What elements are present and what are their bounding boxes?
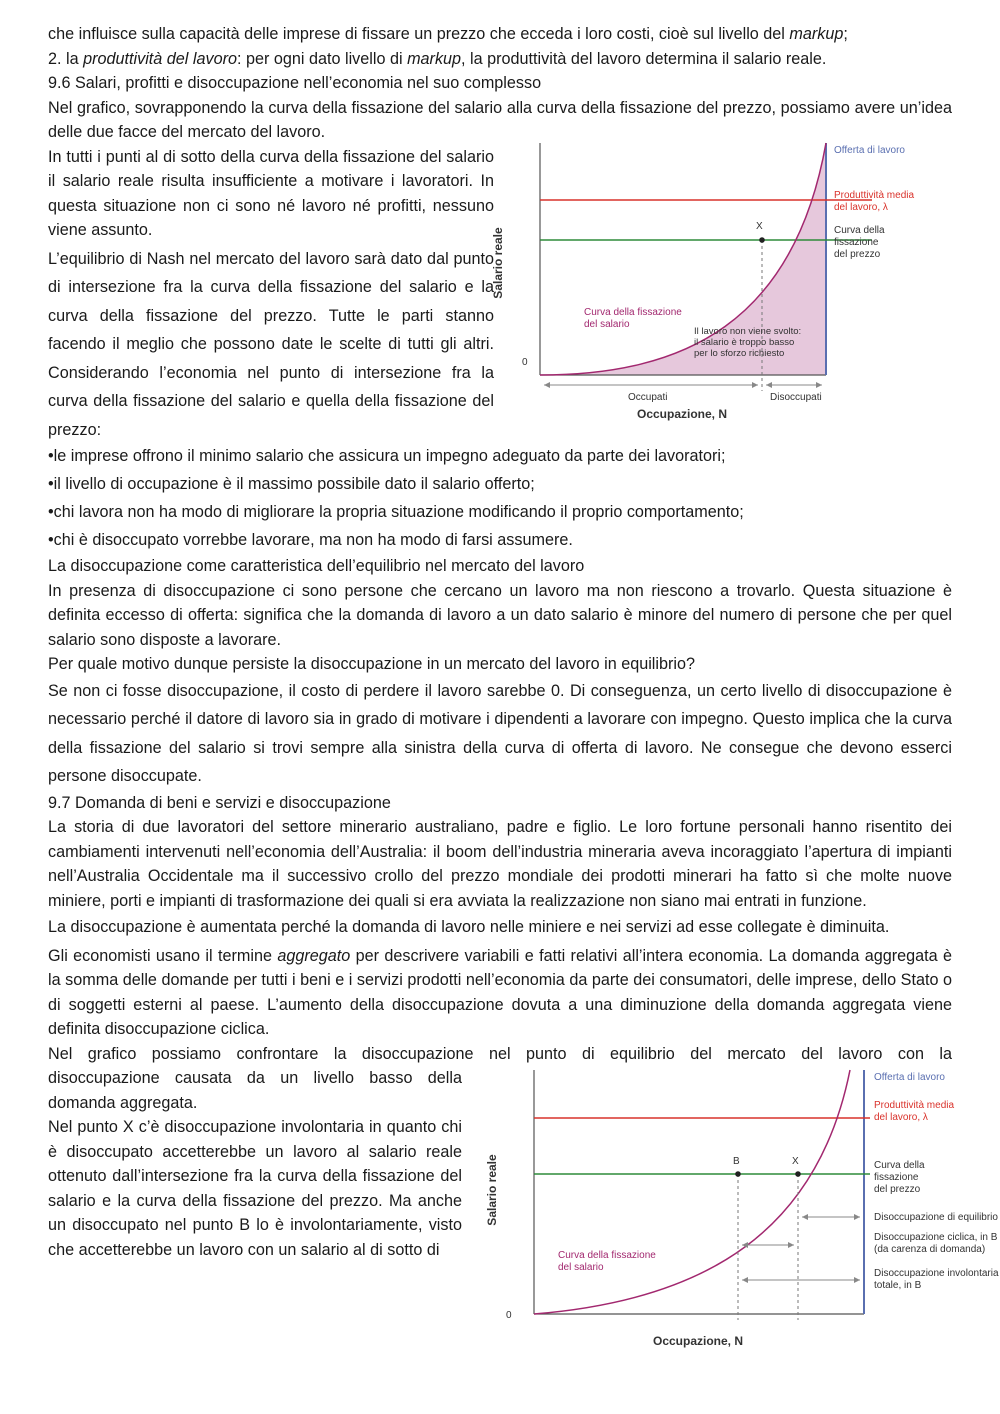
figure2-container <box>485 1066 1000 1365</box>
unemployed-arrow-left-head <box>766 382 772 388</box>
unemployed-arrow-right-head <box>816 382 822 388</box>
y-axis-label: Salario reale <box>485 1154 499 1226</box>
section1-text <box>48 145 494 445</box>
paragraph-nash-equilibrium: L’equilibrio di Nash nel mercato del lavoro sarà dato dal punto di intersezione fra la curva della fissazione del salario e la curva della fissazione del prezzo. Tutte le parti stanno facendo il meglio che possono date le scelte di tutti gli altri. Considerando l’economia nel punto di intersezione fra la curva della fissazione del salario e quella della fissazione del prezzo: <box>48 249 494 439</box>
section3-row <box>48 1066 999 1365</box>
section3-paragraph-2: La disoccupazione è aumentata perché la domanda di lavoro nelle miniere e nei servizi ad esse collegate è diminuita. <box>48 918 890 936</box>
price-curve-label-1: Curva della <box>834 224 885 236</box>
section3-paragraph-4-first-line: Nel grafico possiamo confrontare la disoccupazione nel punto di equilibrio del mercato del lavoro con la <box>48 1044 952 1063</box>
section3-paragraph-5: Nel punto X c’è disoccupazione involontaria in quanto chi è disoccupato accetterebbe un lavoro al salario reale ottenuto dall’intersezione fra la curva della fissazione del salario e la curva della fissazione del prezzo. Ma anche un disoccupato nel punto B lo è involontariamente, visto che accetterebbe un lavoro con un salario al di sotto di <box>48 1118 462 1259</box>
wage-curve-label-1: Curva della fissazione <box>558 1250 656 1261</box>
section2-paragraph-1: In presenza di disoccupazione ci sono persone che cercano un lavoro ma non riescono a trovarlo. Questa situazione è definita eccesso di offerta: significa che la domanda di lavoro a un dato salario è minore del numero di persone che per quel salario sono disposte a lavorare. <box>48 581 952 649</box>
section2-heading: La disoccupazione come caratteristica dell’equilibrio nel mercato del lavoro <box>48 557 585 575</box>
bullet-item: •le imprese offrono il minimo salario che assicura un impegno adeguato da parte dei lavoratori; <box>48 447 726 465</box>
cyclical-arrow-right-head <box>788 1242 794 1248</box>
y-axis-label: Salario reale <box>491 226 505 299</box>
bullet-list <box>48 442 952 554</box>
x-axis-label: Occupazione, N <box>636 406 728 421</box>
section3-paragraph-4-rest: disoccupazione causata da un livello basso della domanda aggregata. <box>48 1069 462 1112</box>
bullet-item: •chi è disoccupato vorrebbe lavorare, ma non ha modo di farsi assumere. <box>48 531 573 549</box>
equilibrium-arrow-right-head <box>854 1214 860 1220</box>
wage-curve-label-2: del salario <box>584 318 630 330</box>
section1-row <box>48 145 952 445</box>
productivity-label-1: Produttività media <box>874 1100 955 1111</box>
note-label-3: per lo sforzo richiesto <box>694 347 785 359</box>
paragraph-markup: che influisce sulla capacità delle imprese di fissare un prezzo che ecceda i loro costi, cioè sul livello del markup; <box>48 25 848 43</box>
supply-label: Offerta di lavoro <box>834 144 905 156</box>
price-curve-label-1: Curva della <box>874 1160 925 1171</box>
point-b <box>735 1171 741 1177</box>
intro-paragraph: Nel grafico, sovrapponendo la curva della fissazione del salario alla curva della fissazione del prezzo, possiamo avere un’idea delle due facce del mercato del lavoro. <box>48 98 952 141</box>
involuntary-unemployment-label-2: totale, in B <box>874 1280 922 1291</box>
paragraph-productivity: 2. la produttività del lavoro: per ogni dato livello di markup, la produttività del lavoro determina il salario reale. <box>48 49 827 68</box>
involuntary-arrow-right-head <box>854 1277 860 1283</box>
zero-label: 0 <box>506 1310 512 1321</box>
unemployed-label: Disoccupati <box>770 391 822 403</box>
supply-label: Offerta di lavoro <box>874 1072 945 1083</box>
section2-question: Per quale motivo dunque persiste la disoccupazione in un mercato del lavoro in equilibrio? <box>48 655 695 673</box>
section2-paragraph-2: Se non ci fosse disoccupazione, il costo di perdere il lavoro sarebbe 0. Di conseguenza, un certo livello di disoccupazione è necessario perché il datore di lavoro sia in grado di motivare i dipendenti a lavorare con impegno. Questo implica che la curva della fissazione del salario si trovi sempre alla sinistra della curva di offerta di lavoro. Ne consegue che devono esserci persone disoccupate. <box>48 681 952 785</box>
cyclical-unemployment-label-1: Disoccupazione ciclica, in B <box>874 1232 998 1243</box>
employed-arrow-right-head <box>752 382 758 388</box>
equilibrium-point-x <box>759 237 765 243</box>
price-curve-label-3: del prezzo <box>834 248 881 260</box>
involuntary-arrow-left-head <box>742 1277 748 1283</box>
employed-arrow-left-head <box>544 382 550 388</box>
figure1-container <box>491 144 952 445</box>
note-label-1: Il lavoro non viene svolto: <box>694 325 802 337</box>
bullet-item: •chi lavora non ha modo di migliorare la propria situazione modificando il proprio comportamento; <box>48 503 744 521</box>
point-x <box>795 1171 801 1177</box>
point-x-label: X <box>756 220 763 232</box>
wage-curve-label-1: Curva della fissazione <box>584 306 682 318</box>
section-heading-9-6: 9.6 Salari, profitti e disoccupazione nell’economia nel suo complesso <box>48 74 542 92</box>
price-curve-label-2: fissazione <box>834 236 879 248</box>
section3-heading: 9.7 Domanda di beni e servizi e disoccupazione <box>48 793 391 812</box>
productivity-label-2: del lavoro, λ <box>874 1112 928 1123</box>
wage-setting-curve <box>534 1070 850 1314</box>
note-label-2: il salario è troppo basso <box>694 336 795 348</box>
paragraph-below-curve: In tutti i punti al di sotto della curva della fissazione del salario il salario reale risulta insufficiente a motivare i lavoratori. In questa situazione non ci sono né lavoro né profitti, nessuno viene assunto. <box>48 147 494 239</box>
cyclical-unemployment-label-2: (da carenza di domanda) <box>874 1244 986 1255</box>
involuntary-unemployment-label-1: Disoccupazione involontaria <box>874 1268 999 1279</box>
section3-paragraph-3: Gli economisti usano il termine aggregato per descrivere variabili e fatti relativi all’intera economia. La domanda aggregata è la somma delle domande per tutti i beni e i servizi prodotti nell’economia da parte dei consumatori, delle imprese, dello Stato o di soggetti esterni al paese. L’aumento della disoccupazione dovuta a una diminuzione della domanda aggregata viene definita disoccupazione ciclica. <box>48 946 952 1038</box>
figure1-chart <box>491 143 952 425</box>
productivity-label-1: Produttività media <box>834 189 915 201</box>
section3-text <box>48 1066 462 1365</box>
price-curve-label-3: del prezzo <box>874 1184 921 1195</box>
point-b-label: B <box>733 1156 740 1167</box>
bullet-item: •il livello di occupazione è il massimo possibile dato il salario offerto; <box>48 475 535 493</box>
wage-curve-label-2: del salario <box>558 1262 604 1273</box>
section3-paragraph-1: La storia di due lavoratori del settore minerario australiano, padre e figlio. Le loro fortune personali hanno risentito dei cambiamenti intervenuti nell’economia dell’Australia: il boom dell’industria mineraria aveva incoraggiato l’apertura di impianti nell’Australia Occidentale ma il successivo crollo del prezzo mondiale dei prodotti minerari ha fatto sì che molte nuove miniere, porti e impianti di trasformazione dei quali si era avviata la realizzazione non siano mai entrati in funzione. <box>48 818 952 910</box>
document-page <box>48 22 999 1365</box>
x-axis-label: Occupazione, N <box>652 1334 744 1348</box>
figure2-chart <box>485 1070 1000 1360</box>
zero-label: 0 <box>522 356 528 368</box>
point-x-label: X <box>792 1156 799 1167</box>
employed-label: Occupati <box>628 391 668 403</box>
equilibrium-arrow-left-head <box>802 1214 808 1220</box>
price-curve-label-2: fissazione <box>874 1172 919 1183</box>
productivity-label-2: del lavoro, λ <box>834 201 888 213</box>
equilibrium-unemployment-label: Disoccupazione di equilibrio <box>874 1212 998 1223</box>
